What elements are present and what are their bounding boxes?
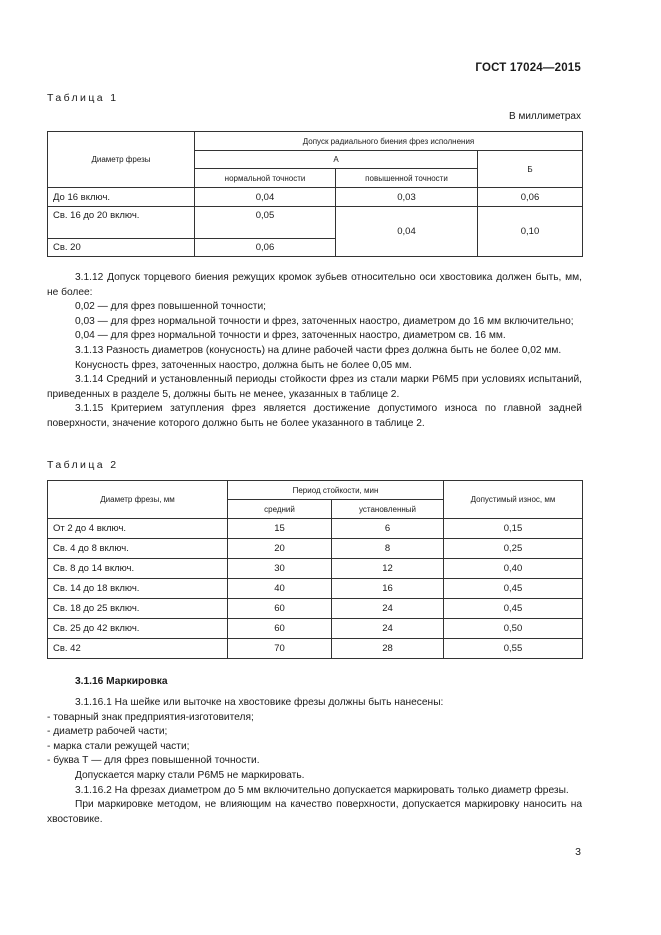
table-cell: 60 — [228, 619, 332, 639]
list-item: - марка стали режущей части; — [47, 740, 190, 752]
table-row — [48, 519, 583, 539]
document-code: ГОСТ 17024—2015 — [475, 62, 581, 74]
table-row — [48, 207, 583, 239]
table-cell: 8 — [332, 539, 444, 559]
table-cell: 0,45 — [444, 579, 583, 599]
table1-header-b: Б — [478, 151, 583, 188]
page-number: 3 — [575, 846, 581, 858]
table-cell: 0,55 — [444, 639, 583, 659]
paragraph: 0,03 — для фрез нормальной точности и фрез, заточенных наостро, диаметром до 16 мм включительно; — [75, 315, 574, 327]
table-cell: 12 — [332, 559, 444, 579]
table-cell: От 2 до 4 включ. — [48, 519, 228, 539]
table-cell: Св. 8 до 14 включ. — [48, 559, 228, 579]
table-cell: 0,06 — [195, 239, 336, 257]
table-cell: До 16 включ. — [48, 188, 195, 207]
table-cell: 60 — [228, 599, 332, 619]
table-cell: 24 — [332, 599, 444, 619]
paragraph-3-1-16-1: 3.1.16.1 На шейке или выточке на хвостовике фрезы должны быть нанесены: — [75, 697, 444, 708]
table-cell: 15 — [228, 519, 332, 539]
table-cell: 0,45 — [444, 599, 583, 619]
table-cell: 0,40 — [444, 559, 583, 579]
table-cell: 0,04 — [336, 207, 478, 257]
table-row — [48, 619, 583, 639]
table-cell: Св. 4 до 8 включ. — [48, 539, 228, 559]
table1-header-high: повышенной точности — [336, 169, 478, 188]
table-cell: 0,04 — [195, 188, 336, 207]
paragraph: Допускается марку стали Р6М5 не маркировать. — [75, 769, 305, 781]
table-cell: 30 — [228, 559, 332, 579]
text-block-1 — [47, 271, 582, 432]
text-block-2 — [47, 696, 582, 827]
table2-header-set: установленный — [332, 500, 444, 519]
table-cell: 0,10 — [478, 207, 583, 257]
table-cell: 0,50 — [444, 619, 583, 639]
table-cell: Св. 25 до 42 включ. — [48, 619, 228, 639]
table2-caption: Таблица 2 — [47, 459, 119, 471]
table-cell: 24 — [332, 619, 444, 639]
table-cell: 0,25 — [444, 539, 583, 559]
table-cell: 6 — [332, 519, 444, 539]
table-cell: 20 — [228, 539, 332, 559]
table-cell: 0,15 — [444, 519, 583, 539]
paragraph: 0,02 — для фрез повышенной точности; — [75, 301, 266, 313]
table-cell: 40 — [228, 579, 332, 599]
paragraph-3-1-15: 3.1.15 Критерием затупления фрез является достижение допустимого износа по главной задней поверхности, значение которого должно быть не более указанного в таблице 2. — [47, 403, 582, 429]
paragraph-3-1-13: 3.1.13 Разность диаметров (конусность) на длине рабочей части фрез должна быть не более 0,02 мм. — [75, 344, 562, 356]
table2-header-period: Период стойкости, мин — [228, 481, 444, 500]
table-cell: Св. 16 до 20 включ. — [48, 207, 195, 239]
table-row — [48, 559, 583, 579]
table-cell: 16 — [332, 579, 444, 599]
table-cell: Св. 20 — [48, 239, 195, 257]
paragraph: Конусность фрез, заточенных наостро, должна быть не более 0,05 мм. — [75, 359, 412, 371]
list-item: - товарный знак предприятия-изготовителя; — [47, 711, 254, 723]
table-row — [48, 599, 583, 619]
table-cell: 28 — [332, 639, 444, 659]
table-cell: Св. 18 до 25 включ. — [48, 599, 228, 619]
section-heading-marking: 3.1.16 Маркировка — [75, 676, 168, 687]
paragraph-3-1-12: 3.1.12 Допуск торцевого биения режущих кромок зубьев относительно оси хвостовика должен быть, мм, не более: — [47, 272, 582, 298]
table-cell: 0,06 — [478, 188, 583, 207]
table1-header-diameter: Диаметр фрезы — [48, 132, 195, 188]
table-row — [48, 579, 583, 599]
list-item: - буква Т — для фрез повышенной точности. — [47, 755, 260, 767]
paragraph: При маркировке методом, не влияющим на качество поверхности, допускается маркировку наносить на хвостовике. — [47, 799, 582, 825]
table2-header-average: средний — [228, 500, 332, 519]
paragraph-3-1-14: 3.1.14 Средний и установленный периоды стойкости фрез из стали марки Р6М5 при условиях испытаний, приведенных в разделе 5, должны быть не менее, указанных в таблице 2. — [47, 374, 582, 400]
table1-header-tolerance: Допуск радиального биения фрез исполнения — [195, 132, 583, 151]
table2 — [47, 480, 583, 659]
paragraph: 0,04 — для фрез нормальной точности и фрез, заточенных наостро, диаметром св. 16 мм. — [75, 330, 506, 342]
table-cell: Св. 14 до 18 включ. — [48, 579, 228, 599]
table1-units: В миллиметрах — [509, 111, 581, 122]
table-cell: 70 — [228, 639, 332, 659]
table1-header-normal: нормальной точности — [195, 169, 336, 188]
table-row — [48, 639, 583, 659]
table-cell: 0,03 — [336, 188, 478, 207]
table2-header-wear: Допустимый износ, мм — [444, 481, 583, 519]
paragraph-3-1-16-2: 3.1.16.2 На фрезах диаметром до 5 мм включительно допускается маркировать только диаметр фрезы. — [75, 784, 569, 796]
table-cell: 0,05 — [195, 207, 336, 239]
table2-header-diameter: Диаметр фрезы, мм — [48, 481, 228, 519]
table-row — [48, 539, 583, 559]
table-row — [48, 188, 583, 207]
table1-caption: Таблица 1 — [47, 92, 119, 104]
table-cell: Св. 42 — [48, 639, 228, 659]
table1-header-a: А — [195, 151, 478, 169]
list-item: - диаметр рабочей части; — [47, 726, 168, 738]
table1 — [47, 131, 583, 257]
